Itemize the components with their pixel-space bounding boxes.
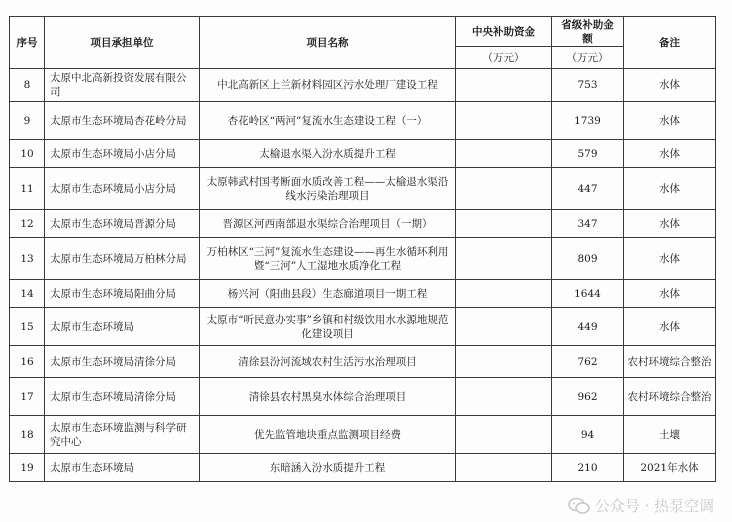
row-provincial-amount: 579 xyxy=(552,140,624,168)
header-no: 序号 xyxy=(10,17,45,69)
row-project-name: 晋源区河西南部退水渠综合治理项目（一期） xyxy=(200,210,456,238)
table-row xyxy=(10,102,716,140)
row-central-amount xyxy=(456,102,552,140)
row-central-amount xyxy=(456,416,552,454)
row-provincial-amount: 210 xyxy=(552,454,624,482)
row-provincial-amount: 809 xyxy=(552,238,624,280)
row-number: 11 xyxy=(10,168,45,210)
row-number: 15 xyxy=(10,308,45,346)
row-unit: 太原市生态环境局 xyxy=(45,454,200,482)
row-number: 14 xyxy=(10,280,45,308)
row-number: 19 xyxy=(10,454,45,482)
row-provincial-amount: 94 xyxy=(552,416,624,454)
row-note: 水体 xyxy=(624,308,716,346)
table-row xyxy=(10,280,716,308)
row-note: 土壤 xyxy=(624,416,716,454)
row-number: 12 xyxy=(10,210,45,238)
table-row xyxy=(10,210,716,238)
row-project-name: 杏花岭区“两河”复流水生态建设工程（一） xyxy=(200,102,456,140)
row-project-name: 太原市“听民意办实事”乡镇和村级饮用水水源地规范化建设项目 xyxy=(200,308,456,346)
header-central-unit: （万元） xyxy=(456,47,552,69)
row-unit: 太原市生态环境局清徐分局 xyxy=(45,346,200,378)
row-provincial-amount: 449 xyxy=(552,308,624,346)
row-provincial-amount: 1739 xyxy=(552,102,624,140)
row-central-amount xyxy=(456,454,552,482)
row-central-amount xyxy=(456,308,552,346)
row-central-amount xyxy=(456,346,552,378)
header-name: 项目名称 xyxy=(200,17,456,69)
row-unit: 太原市生态环境局晋源分局 xyxy=(45,210,200,238)
row-note: 水体 xyxy=(624,102,716,140)
table-row xyxy=(10,346,716,378)
header-central: 中央补助资金 xyxy=(456,17,552,47)
row-note: 农村环境综合整治 xyxy=(624,378,716,416)
row-project-name: 清徐县农村黑臭水体综合治理项目 xyxy=(200,378,456,416)
row-provincial-amount: 447 xyxy=(552,168,624,210)
watermark xyxy=(568,495,714,516)
row-provincial-amount: 753 xyxy=(552,69,624,102)
row-provincial-amount: 347 xyxy=(552,210,624,238)
row-number: 13 xyxy=(10,238,45,280)
row-note: 水体 xyxy=(624,69,716,102)
row-unit: 太原市生态环境局小店分局 xyxy=(45,168,200,210)
row-central-amount xyxy=(456,238,552,280)
row-note: 水体 xyxy=(624,238,716,280)
row-number: 8 xyxy=(10,69,45,102)
table-row xyxy=(10,378,716,416)
row-provincial-amount: 962 xyxy=(552,378,624,416)
row-project-name: 太原韩武村国考断面水质改善工程——太榆退水渠沿线水污染治理项目 xyxy=(200,168,456,210)
row-provincial-amount: 762 xyxy=(552,346,624,378)
row-central-amount xyxy=(456,168,552,210)
row-note: 水体 xyxy=(624,210,716,238)
row-project-name: 中北高新区上兰新材料园区污水处理厂建设工程 xyxy=(200,69,456,102)
row-unit: 太原市生态环境局万柏林分局 xyxy=(45,238,200,280)
row-note: 农村环境综合整治 xyxy=(624,346,716,378)
header-unit: 项目承担单位 xyxy=(45,17,200,69)
row-project-name: 太榆退水渠入汾水质提升工程 xyxy=(200,140,456,168)
table-row xyxy=(10,454,716,482)
row-provincial-amount: 1644 xyxy=(552,280,624,308)
row-note: 水体 xyxy=(624,280,716,308)
header-note: 备注 xyxy=(624,17,716,69)
header-prov: 省级补助金额 xyxy=(552,17,624,47)
row-project-name: 万柏林区“三河”复流水生态建设——再生水循环利用暨“三河”人工湿地水质净化工程 xyxy=(200,238,456,280)
row-unit: 太原市生态环境局小店分局 xyxy=(45,140,200,168)
wechat-icon xyxy=(568,497,590,515)
row-central-amount xyxy=(456,210,552,238)
row-project-name: 清徐县汾河流域农村生活污水治理项目 xyxy=(200,346,456,378)
row-number: 18 xyxy=(10,416,45,454)
row-unit: 太原市生态环境监测与科学研究中心 xyxy=(45,416,200,454)
header-prov-unit: （万元） xyxy=(552,47,624,69)
row-number: 9 xyxy=(10,102,45,140)
table-row xyxy=(10,238,716,280)
row-central-amount xyxy=(456,69,552,102)
row-note: 2021年水体 xyxy=(624,454,716,482)
row-number: 10 xyxy=(10,140,45,168)
table-row xyxy=(10,308,716,346)
row-unit: 太原市生态环境局阳曲分局 xyxy=(45,280,200,308)
table-row xyxy=(10,140,716,168)
row-unit: 太原市生态环境局清徐分局 xyxy=(45,378,200,416)
row-central-amount xyxy=(456,280,552,308)
table-row xyxy=(10,416,716,454)
row-central-amount xyxy=(456,378,552,416)
row-unit: 太原市生态环境局 xyxy=(45,308,200,346)
row-project-name: 优先监管地块重点监测项目经费 xyxy=(200,416,456,454)
row-number: 17 xyxy=(10,378,45,416)
row-central-amount xyxy=(456,140,552,168)
row-number: 16 xyxy=(10,346,45,378)
table-body xyxy=(10,69,716,482)
subsidy-table xyxy=(9,16,716,482)
row-unit: 太原中北高新投资发展有限公司 xyxy=(45,69,200,102)
row-project-name: 杨兴河（阳曲县段）生态廊道项目一期工程 xyxy=(200,280,456,308)
row-note: 水体 xyxy=(624,140,716,168)
row-note: 水体 xyxy=(624,168,716,210)
watermark-text: 公众号 · 热泵空调 xyxy=(594,497,714,515)
row-unit: 太原市生态环境局杏花岭分局 xyxy=(45,102,200,140)
table-row xyxy=(10,168,716,210)
table-row xyxy=(10,69,716,102)
row-project-name: 东暗涵入汾水质提升工程 xyxy=(200,454,456,482)
table-header xyxy=(10,17,716,69)
